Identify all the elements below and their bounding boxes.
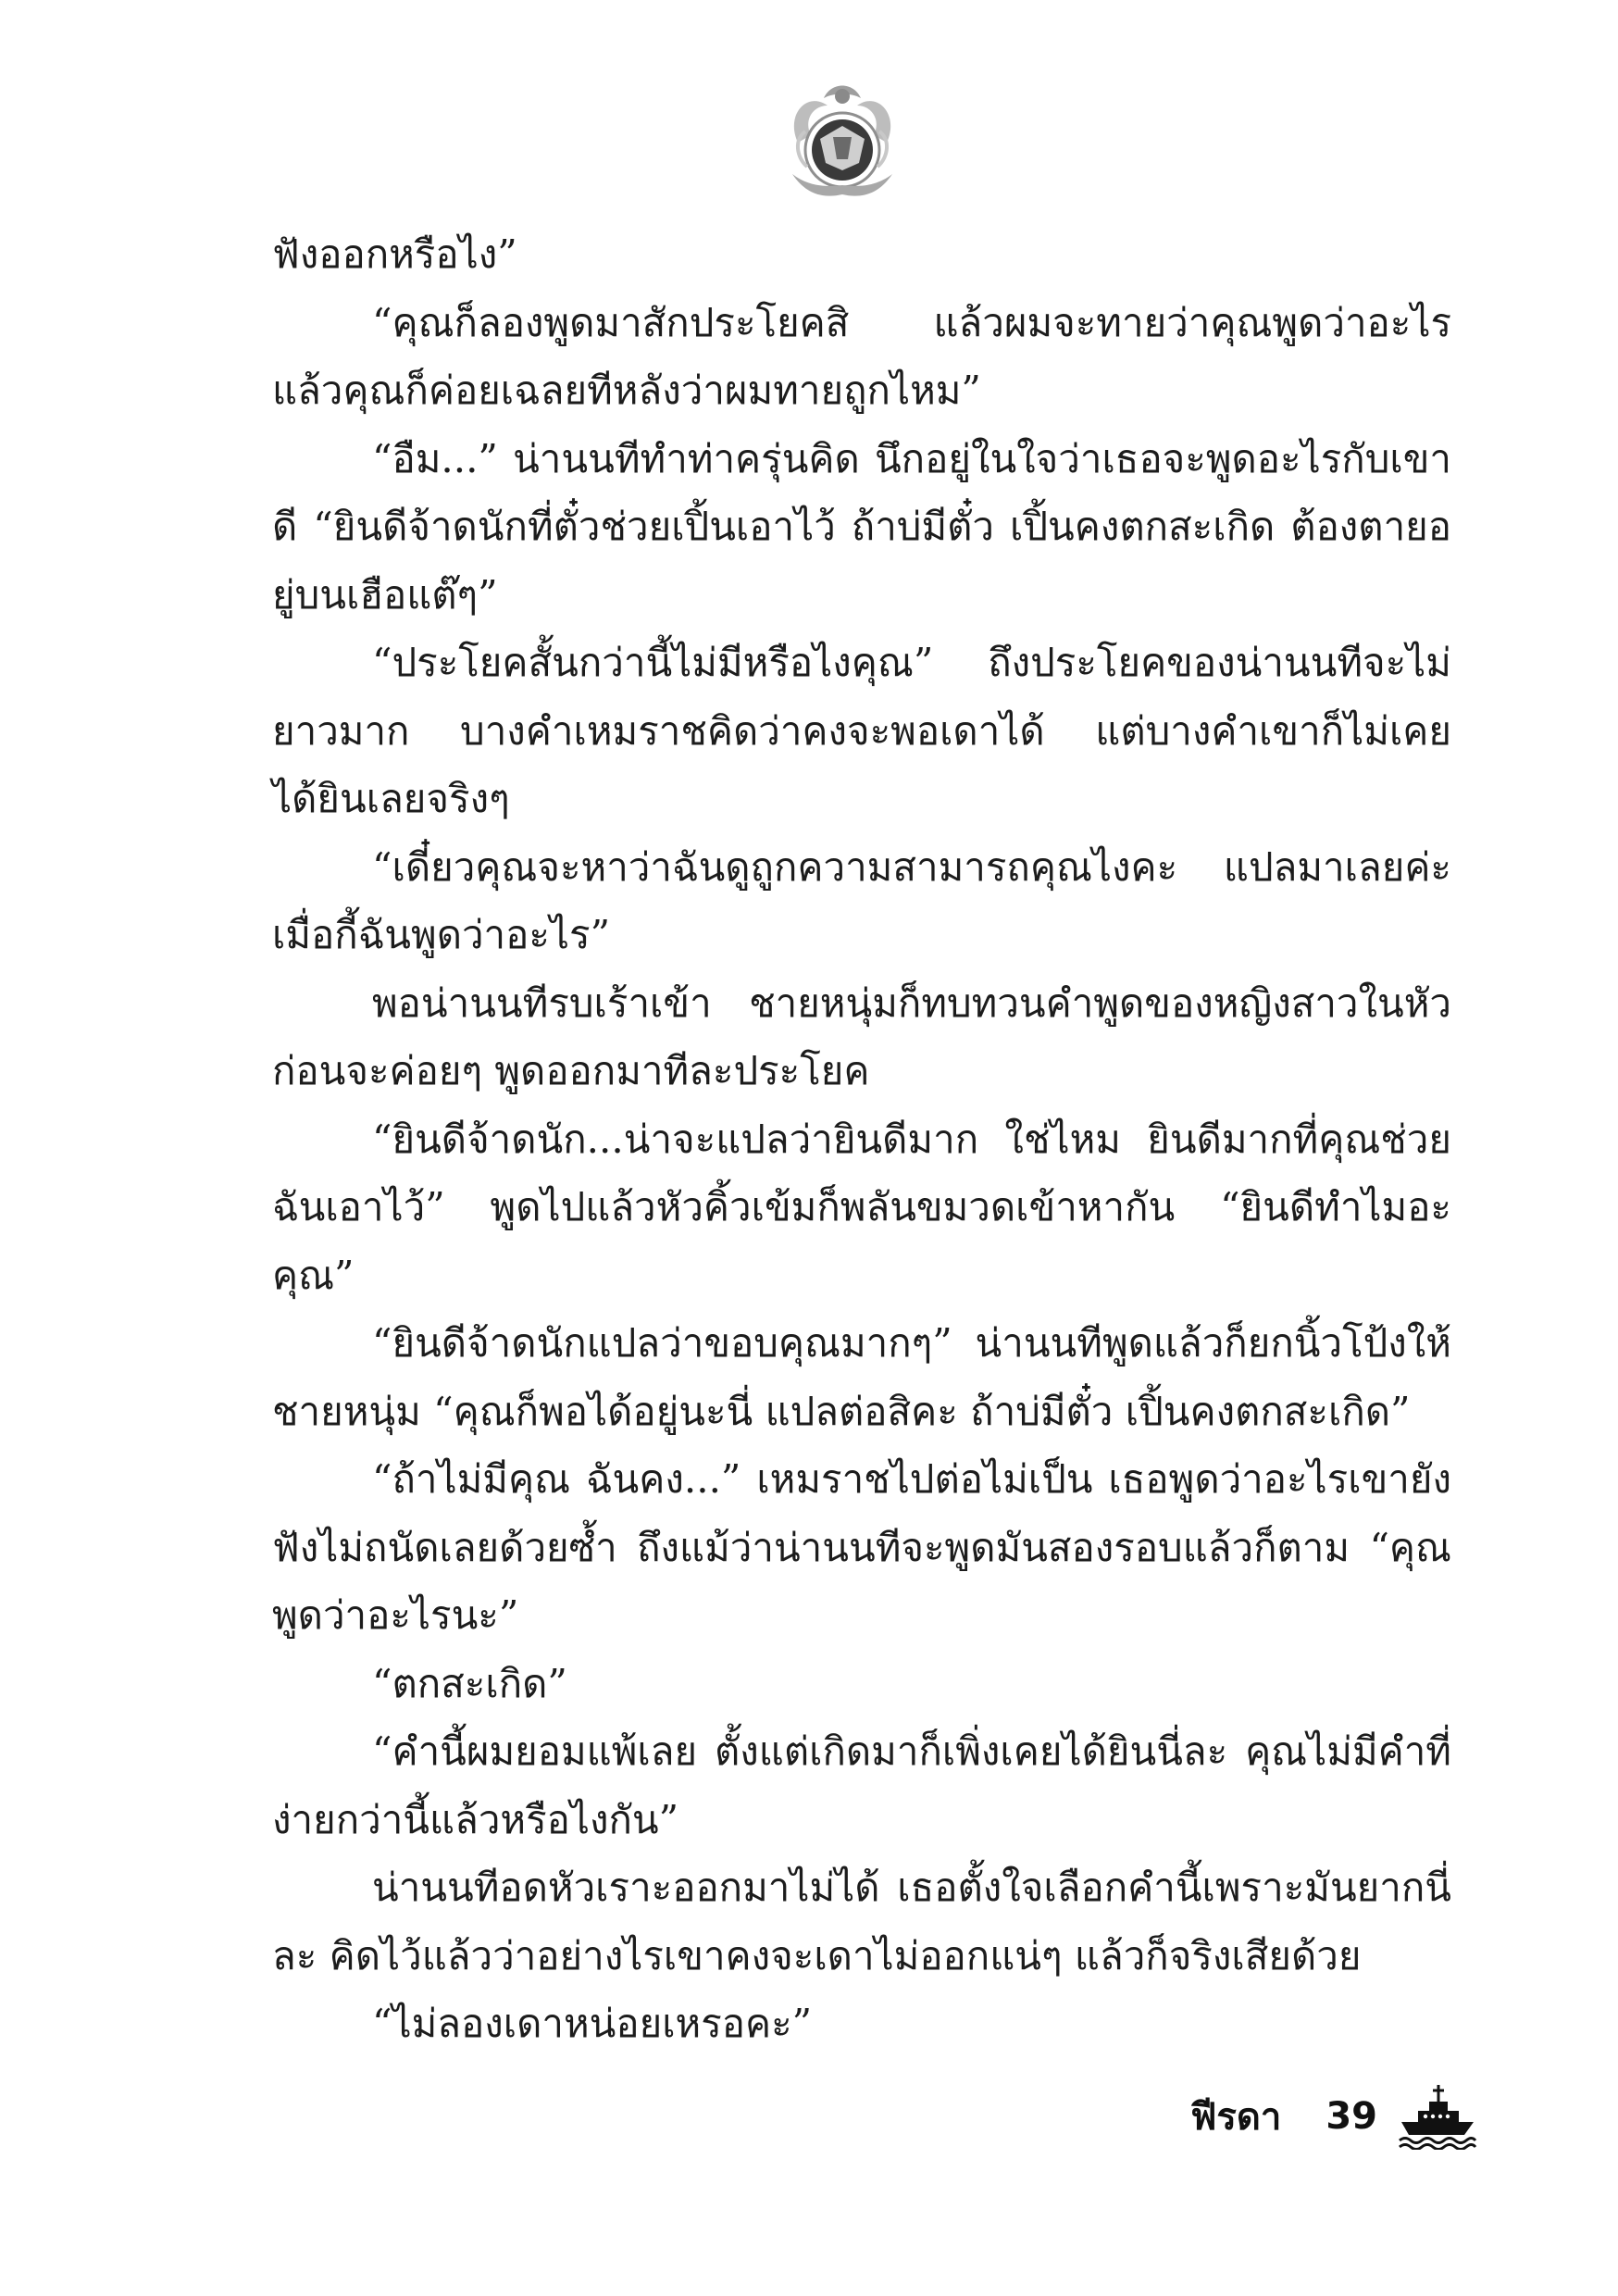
logo-emblem-icon: [779, 78, 905, 207]
publisher-logo: [779, 78, 905, 207]
page-footer: [1190, 2079, 1477, 2153]
paragraph: “ตกสะเกิด”: [372, 1660, 567, 1706]
page-number: 39: [1326, 2095, 1377, 2138]
paragraph: “อืม...” น่านนทีทำท่าครุ่นคิด นึกอยู่ในใจว่าเธอจะพูดอะไรกับเขาดี “ยินดีจ้าดนักที่ตั๋วช่วยเปิ้นเอาไว้ ถ้าบ่มีตั๋ว เปิ้นคงตกสะเกิด ต้องตายอยู่บนเฮือแต๊ๆ”: [272, 435, 1451, 618]
ship-icon: [1398, 2083, 1477, 2150]
paragraph: “เดี๋ยวคุณจะหาว่าฉันดูถูกความสามารถคุณไงคะ แปลมาเลยค่ะ เมื่อกี้ฉันพูดว่าอะไร”: [272, 843, 1451, 957]
paragraph: “ยินดีจ้าดนักแปลว่าขอบคุณมากๆ” น่านนทีพูดแล้วก็ยกนิ้วโป้งให้ชายหนุ่ม “คุณก็พอได้อยู่นะนี่ แปลต่อสิคะ ถ้าบ่มีตั๋ว เปิ้นคงตกสะเกิด”: [272, 1320, 1451, 1434]
paragraph: “ถ้าไม่มีคุณ ฉันคง...” เหมราชไปต่อไม่เป็น เธอพูดว่าอะไรเขายังฟังไม่ถนัดเลยด้วยซ้ำ ถึงแม้ว่าน่านนทีจะพูดมันสองรอบแล้วก็ตาม “คุณพูดว่าอะไรนะ”: [272, 1456, 1451, 1638]
paragraph: “ยินดีจ้าดนัก...น่าจะแปลว่ายินดีมาก ใช่ไหม ยินดีมากที่คุณช่วยฉันเอาไว้” พูดไปแล้วหัวคิ้วเข้มก็พลันขมวดเข้าหากัน “ยินดีทำไมอะคุณ”: [272, 1116, 1451, 1298]
paragraph: พอน่านนทีรบเร้าเข้า ชายหนุ่มก็ทบทวนคำพูดของหญิงสาวในหัวก่อนจะค่อยๆ พูดออกมาทีละประโยค: [272, 980, 1451, 1093]
paragraph: “ไม่ลองเดาหน่อยเหรอคะ”: [372, 2001, 813, 2046]
paragraph: “ประโยคสั้นกว่านี้ไม่มีหรือไงคุณ” ถึงประโยคของน่านนทีจะไม่ยาวมาก บางคำเหมราชคิดว่าคงจะพอเดาได้ แต่บางคำเขาก็ไม่เคยได้ยินเลยจริงๆ: [272, 640, 1451, 821]
paragraph: น่านนทีอดหัวเราะออกมาไม่ได้ เธอตั้งใจเลือกคำนี้เพราะมันยากนี่ละ คิดไว้แล้วว่าอย่างไรเขาคงจะเดาไม่ออกแน่ๆ แล้วก็จริงเสียด้วย: [272, 1865, 1451, 1978]
body-text: [272, 220, 1451, 2058]
paragraph: ฟังออกหรือไง”: [272, 231, 517, 277]
paragraph: “คุณก็ลองพูดมาสักประโยคสิ แล้วผมจะทายว่าคุณพูดว่าอะไร แล้วคุณก็ค่อยเฉลยทีหลังว่าผมทายถูกไหม”: [272, 299, 1451, 413]
book-title: ฟีรดา: [1190, 2096, 1282, 2139]
paragraph: “คำนี้ผมยอมแพ้เลย ตั้งแต่เกิดมาก็เพิ่งเคยได้ยินนี่ละ คุณไม่มีคำที่ง่ายกว่านี้แล้วหรือไงกัน”: [272, 1728, 1451, 1842]
